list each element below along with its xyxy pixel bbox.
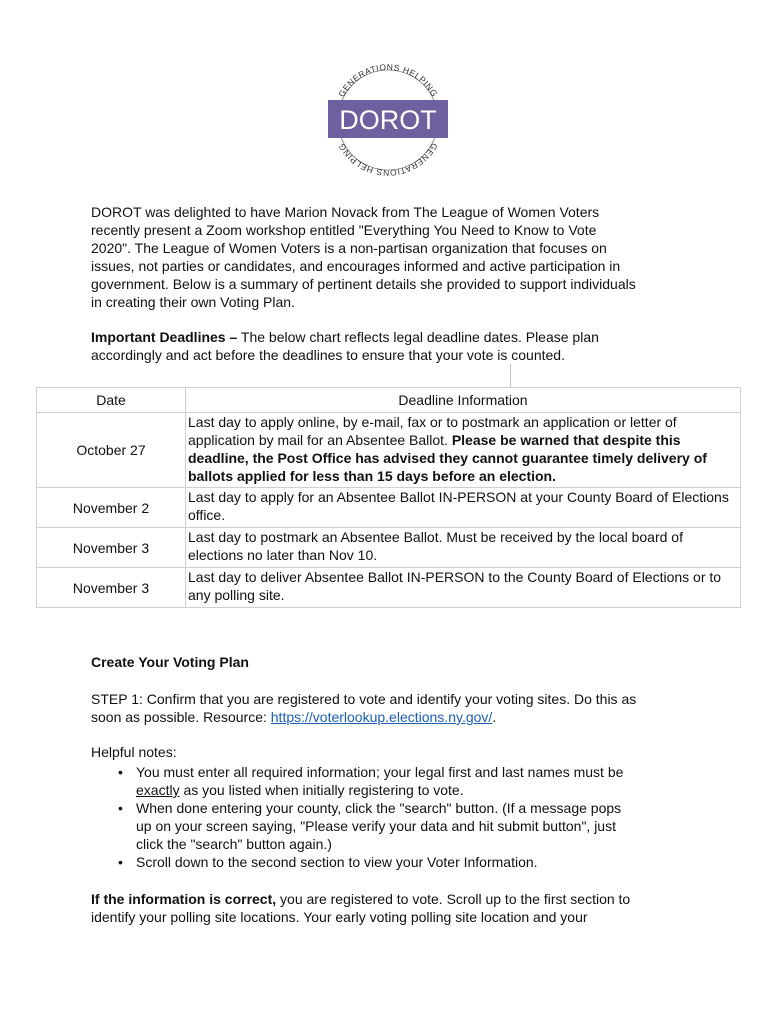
correct-paragraph bbox=[91, 890, 691, 926]
bullet-emphasis: exactly bbox=[136, 782, 180, 798]
row-info: Last day to deliver Absentee Ballot IN-PERSON to the County Board of Elections or to any polling site. bbox=[186, 568, 741, 608]
intro-line: in creating their own Voting Plan. bbox=[91, 294, 295, 310]
intro-line: government. Below is a summary of pertinent details she provided to support individuals bbox=[91, 276, 636, 292]
step1-paragraph bbox=[91, 690, 691, 726]
row-info-warning: Please be warned that despite this deadline, the Post Office has advised they cannot guarantee timely delivery of ballots applied for less than 15 days before an election. bbox=[188, 432, 707, 484]
bullet-text: Scroll down to the second section to view your Voter Information. bbox=[136, 854, 538, 870]
intro-line: DOROT was delighted to have Marion Novack from The League of Women Voters bbox=[91, 204, 600, 220]
row-info-text: Last day to apply online, by e-mail, fax or to postmark an application or letter of application by mail for an Absentee Ballot. bbox=[188, 414, 677, 448]
bullet-icon: • bbox=[118, 764, 123, 780]
deadlines-text: accordingly and act before the deadlines to ensure that your vote is counted. bbox=[91, 347, 565, 363]
row-info bbox=[186, 413, 741, 488]
logo-arc-bottom: GENERATIONS HELPING bbox=[336, 141, 440, 179]
logo-text: DOROT bbox=[339, 105, 437, 135]
table-row bbox=[37, 488, 741, 528]
deadlines-intro bbox=[91, 328, 691, 364]
voterlookup-link[interactable]: https://voterlookup.elections.ny.gov/ bbox=[270, 709, 493, 725]
table-divider-mark bbox=[510, 364, 511, 387]
row-info: Last day to apply for an Absentee Ballot IN-PERSON at your County Board of Elections office. bbox=[186, 488, 741, 528]
intro-line: issues, not parties or candidates, and encourages informed and active participation in bbox=[91, 258, 621, 274]
header-deadline-info: Deadline Information bbox=[186, 388, 741, 413]
table-row bbox=[37, 413, 741, 488]
intro-paragraph bbox=[91, 203, 691, 311]
list-item bbox=[116, 763, 676, 799]
notes-list bbox=[116, 763, 676, 871]
notes-title: Helpful notes: bbox=[91, 744, 177, 760]
correct-heading: If the information is correct, bbox=[91, 891, 277, 907]
list-item bbox=[116, 799, 676, 853]
intro-line: 2020". The League of Women Voters is a non-partisan organization that focuses on bbox=[91, 240, 607, 256]
correct-text: you are registered to vote. Scroll up to the first section to bbox=[276, 891, 631, 907]
dorot-logo bbox=[318, 50, 458, 190]
bullet-icon: • bbox=[118, 854, 123, 870]
intro-line: recently present a Zoom workshop entitled "Everything You Need to Know to Vote bbox=[91, 222, 597, 238]
correct-text: identify your polling site locations. Your early voting polling site location and your bbox=[91, 909, 588, 925]
logo-arc-top: GENERATIONS HELPING bbox=[336, 61, 440, 99]
row-date: October 27 bbox=[37, 413, 186, 488]
row-date: November 3 bbox=[37, 528, 186, 568]
deadlines-text: The below chart reflects legal deadline dates. Please plan bbox=[237, 329, 599, 345]
bullet-text: click the "search" button again.) bbox=[136, 836, 332, 852]
row-date: November 2 bbox=[37, 488, 186, 528]
table-row bbox=[37, 528, 741, 568]
svg-text:GENERATIONS HELPING bbox=[336, 62, 439, 99]
row-info: Last day to postmark an Absentee Ballot. Must be received by the local board of elections no later than Nov 10. bbox=[186, 528, 741, 568]
bullet-text: up on your screen saying, "Please verify your data and hit submit button", just bbox=[136, 818, 616, 834]
list-item bbox=[116, 853, 676, 871]
step1-line: soon as possible. Resource: bbox=[91, 709, 271, 725]
step1-period: . bbox=[492, 709, 497, 725]
section-title: Create Your Voting Plan bbox=[91, 654, 249, 670]
bullet-text: You must enter all required information; your legal first and last names must be bbox=[136, 764, 624, 780]
table-row bbox=[37, 568, 741, 608]
bullet-text: as you listed when initially registering to vote. bbox=[179, 782, 464, 798]
deadlines-heading: Important Deadlines – bbox=[91, 329, 238, 345]
step1-line: STEP 1: Confirm that you are registered to vote and identify your voting sites. Do this as bbox=[91, 691, 637, 707]
svg-text:GENERATIONS HELPING bbox=[336, 141, 439, 178]
bullet-text: When done entering your county, click the "search" button. (If a message pops bbox=[136, 800, 622, 816]
bullet-icon: • bbox=[118, 800, 123, 816]
row-date: November 3 bbox=[37, 568, 186, 608]
table-header-row bbox=[37, 388, 741, 413]
header-date: Date bbox=[37, 388, 186, 413]
deadlines-table bbox=[36, 387, 741, 608]
